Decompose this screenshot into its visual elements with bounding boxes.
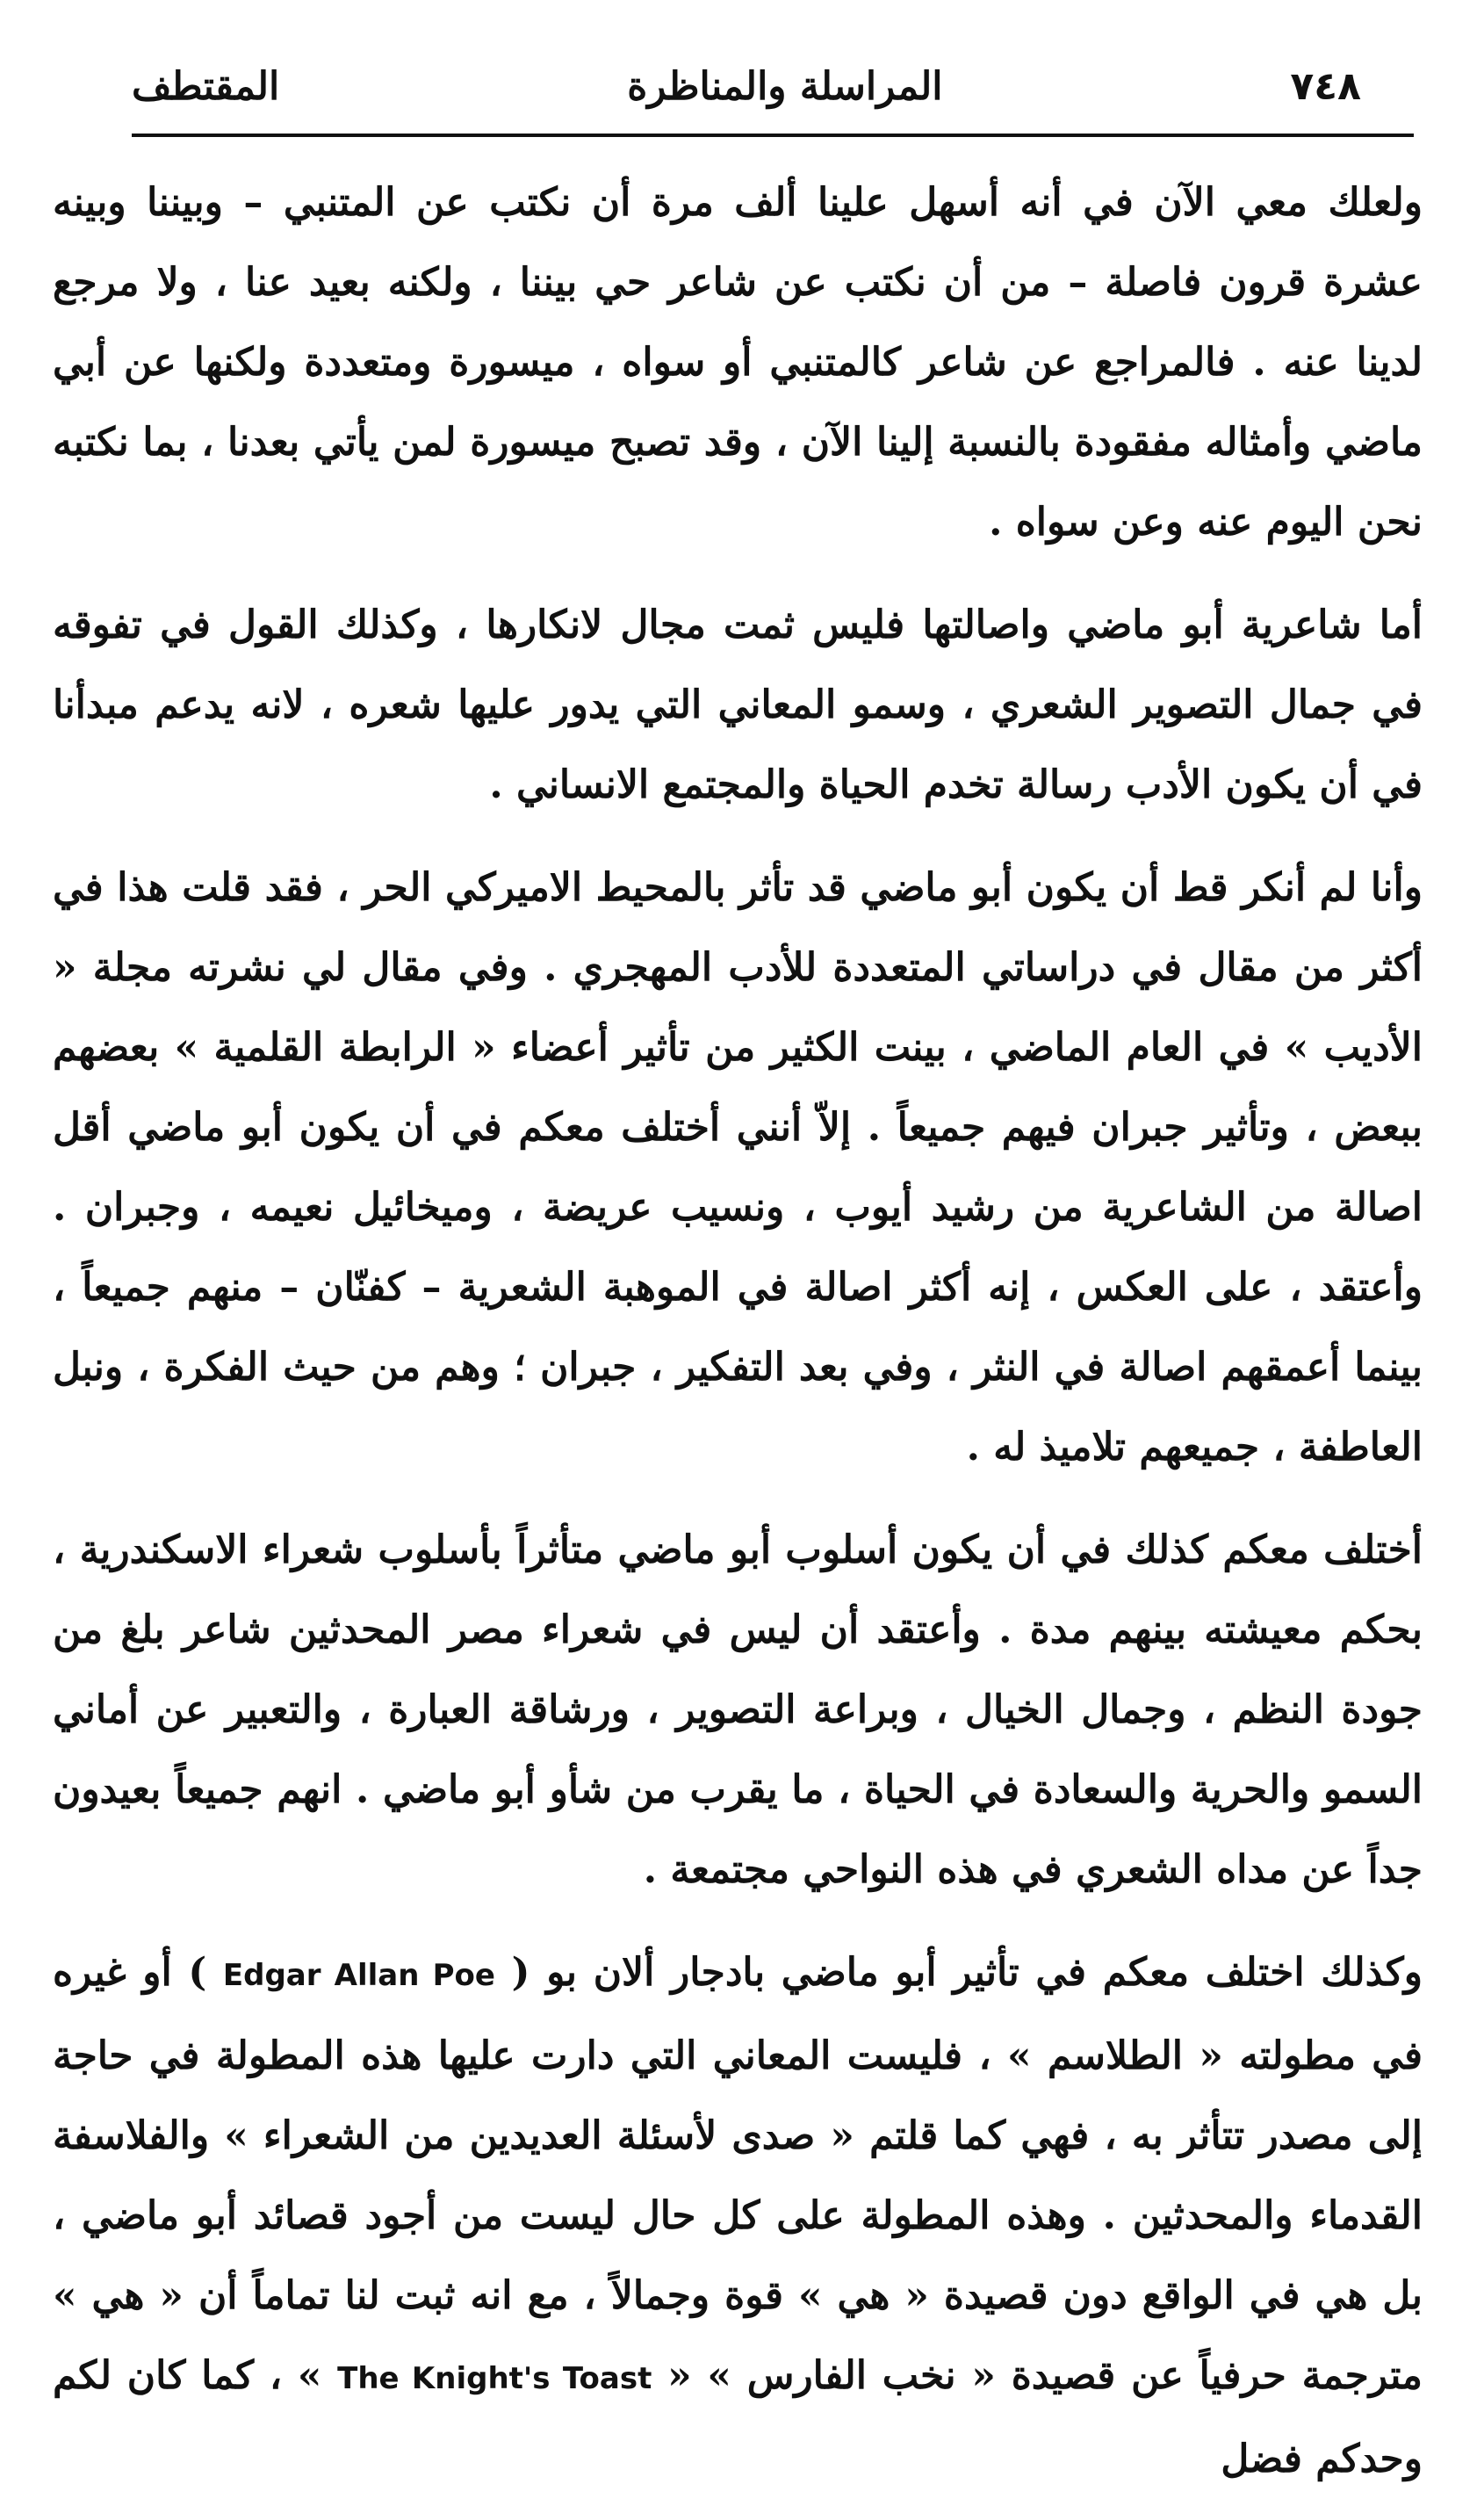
paragraph-4: أختلف معكم كذلك في أن يكون أسلوب أبو ماضي متأثراً بأسلوب شعراء الاسكندرية ، بحكم معيشته بينهم مدة . وأعتقد أن ليس في شعراء مصر المحدثين شاعر بلغ من جودة النظم ، وجمال الخيال ، وبراعة التصوير ، ورشاقة العبارة ، والتعبير عن أماني السمو والحرية والسعادة في الحياة ، ما يقرب من شأو أبو ماضي . انهم جميعاً بعيدون جداً عن مداه الشعري في هذه النواحي مجتمعة . (53, 1528, 1423, 1892)
page-header (132, 51, 1361, 121)
article-body (53, 163, 1423, 2481)
latin-name-poe: Edgar Allan Poe (222, 1958, 495, 1993)
paragraph-5-part-3: » ، كما كان لكم وحدكم فضل (53, 2353, 1423, 2481)
paragraph-5-part-2: ) أو غيره في مطولته « الطلاسم » ، فليست المعاني التي دارت عليها هذه المطولة في حاجة إلى مصدر تتأثر به ، فهي كما قلتم « صدى لأسئلة العديدين من الشعراء » والفلاسفة القدماء والمحدثين . وهذه المطولة على كل حال ليست من أجود قصائد أبو ماضي ، بل هي في الواقع دون قصيدة « هي » قوة وجمالاً ، مع انه ثبت لنا تماماً أن « هي » مترجمة حرفياً عن قصيدة « نخب الفارس » « (53, 1950, 1423, 2398)
section-title: المراسلة والمناظرة (627, 63, 943, 109)
paragraph-3: وأنا لم أنكر قط أن يكون أبو ماضي قد تأثر بالمحيط الاميركي الحر ، فقد قلت هذا في أكثر من مقال في دراساتي المتعددة للأدب المهجري . وفي مقال لي نشرته مجلة « الأديب » في العام الماضي ، بينت الكثير من تأثير أعضاء « الرابطة القلمية » بعضهم ببعض ، وتأثير جبران فيهم جميعاً . إلاّ أنني أختلف معكم في أن يكون أبو ماضي أقل اصالة من الشاعرية من رشيد أيوب ، ونسيب عريضة ، وميخائيل نعيمه ، وجبران . وأعتقد ، على العكس ، إنه أكثر اصالة في الموهبة الشعرية – كفنّان – منهم جميعاً ، بينما أعمقهم اصالة في النثر ، وفي بعد التفكير ، جبران ؛ وهم من حيث الفكرة ، ونبل العاطفة ، جميعهم تلاميذ له . (53, 865, 1423, 1470)
paragraph-1: ولعلك معي الآن في أنه أسهل علينا ألف مرة أن نكتب عن المتنبي – وبيننا وبينه عشرة قرون فاصلة – من أن نكتب عن شاعر حي بيننا ، ولكنه بعيد عنا ، ولا مرجع لدينا عنه . فالمراجع عن شاعر كالمتنبي أو سواه ، ميسورة ومتعددة ولكنها عن أبي ماضي وأمثاله مفقودة بالنسبة إلينا الآن ، وقد تصبح ميسورة لمن يأتي بعدنا ، بما نكتبه نحن اليوم عنه وعن سواه . (53, 180, 1423, 545)
paragraph-5-part-1: وكذلك اختلف معكم في تأثير أبو ماضي بادجار ألان بو ( (511, 1950, 1423, 1995)
paragraph-5 (53, 1932, 1423, 2499)
header-rule (132, 134, 1414, 137)
page-number: ٧٤٨ (1290, 63, 1361, 109)
latin-title-knights-toast: The Knight's Toast (337, 2361, 652, 2396)
journal-name: المقتطف (132, 63, 280, 109)
paragraph-2: أما شاعرية أبو ماضي واصالتها فليس ثمت مجال لانكارها ، وكذلك القول في تفوقه في جمال التصوير الشعري ، وسمو المعاني التي يدور عليها شعره ، لانه يدعم مبدأنا في أن يكون الأدب رسالة تخدم الحياة والمجتمع الانساني . (53, 603, 1423, 807)
